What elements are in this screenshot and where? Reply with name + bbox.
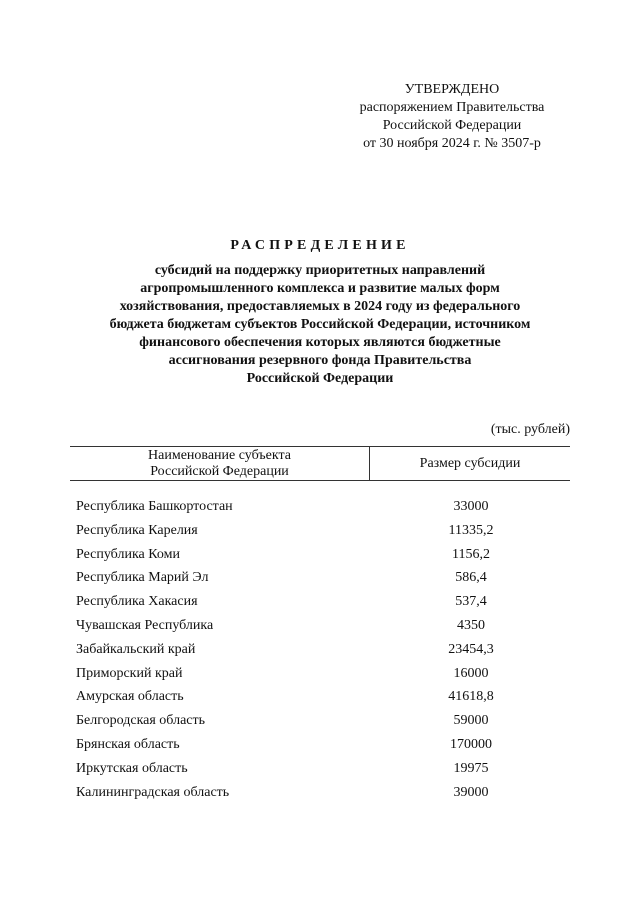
region-name: Амурская область	[76, 689, 184, 705]
region-name: Республика Карелия	[76, 522, 198, 538]
subsidy-value: 586,4	[455, 570, 487, 586]
table-row	[76, 568, 570, 592]
subsidy-value: 170000	[450, 736, 492, 752]
approval-line: распоряжением Правительства	[359, 100, 545, 115]
table-row	[76, 592, 570, 616]
subtitle-line: агропромышленного комплекса и развитие малых форм	[140, 281, 500, 296]
document-subtitle	[90, 262, 550, 388]
table-row	[76, 497, 570, 521]
table-row	[76, 735, 570, 759]
table-row	[76, 664, 570, 688]
approval-date: от 30 ноября 2024 г. № 3507-р	[363, 136, 541, 151]
subsidy-value: 39000	[453, 784, 489, 800]
approval-block	[352, 81, 552, 153]
subtitle-line: хозяйствования, предоставляемых в 2024 году из федерального	[119, 299, 521, 314]
subsidy-value: 16000	[453, 665, 489, 681]
table-row	[76, 783, 570, 807]
region-name: Белгородская область	[76, 713, 206, 729]
region-name: Приморский край	[76, 665, 183, 681]
table-header	[70, 446, 570, 481]
region-name: Иркутская область	[76, 760, 188, 776]
region-name: Чувашская Республика	[76, 617, 214, 633]
table-row	[76, 711, 570, 735]
region-name: Калининградская область	[76, 784, 230, 800]
table-row	[76, 616, 570, 640]
table-row	[76, 545, 570, 569]
region-name: Республика Коми	[76, 546, 180, 562]
subtitle-line: бюджета бюджетам субъектов Российской Федерации, источником	[109, 317, 531, 332]
table-row	[76, 687, 570, 711]
region-name: Республика Марий Эл	[76, 570, 209, 586]
region-name: Республика Башкортостан	[76, 499, 233, 514]
subtitle-line: Российской Федерации	[246, 371, 394, 386]
subsidy-value: 59000	[453, 713, 489, 729]
subtitle-line: субсидий на поддержку приоритетных направлений	[154, 263, 486, 278]
approval-line: Российской Федерации	[382, 118, 522, 133]
table-row	[76, 640, 570, 664]
table-body	[76, 497, 570, 806]
subsidy-value: 1156,2	[452, 546, 490, 562]
subsidy-value: 4350	[457, 617, 485, 633]
table-row	[76, 759, 570, 783]
subsidy-value: 33000	[453, 499, 489, 514]
subtitle-line: финансового обеспечения которых являются бюджетные	[139, 335, 501, 350]
approval-heading: УТВЕРЖДЕНО	[404, 82, 500, 97]
subsidy-value: 41618,8	[448, 689, 494, 705]
header-region-line: Российской Федерации	[150, 463, 289, 479]
region-name: Республика Хакасия	[76, 594, 198, 610]
header-region-name	[70, 447, 370, 480]
subsidy-value: 19975	[453, 760, 489, 776]
region-name: Забайкальский край	[76, 641, 196, 657]
subtitle-line: ассигнования резервного фонда Правительства	[168, 353, 472, 368]
header-region-line: Наименование субъекта	[148, 447, 291, 463]
subsidy-value: 11335,2	[448, 522, 494, 538]
subsidy-value: 23454,3	[448, 641, 494, 657]
header-subsidy-amount: Размер субсидии	[419, 455, 521, 471]
table-row	[76, 521, 570, 545]
region-name: Брянская область	[76, 736, 180, 752]
document-title: РАСПРЕДЕЛЕНИЕ	[230, 238, 410, 253]
subsidy-value: 537,4	[455, 594, 487, 610]
units-label: (тыс. рублей)	[490, 422, 570, 437]
